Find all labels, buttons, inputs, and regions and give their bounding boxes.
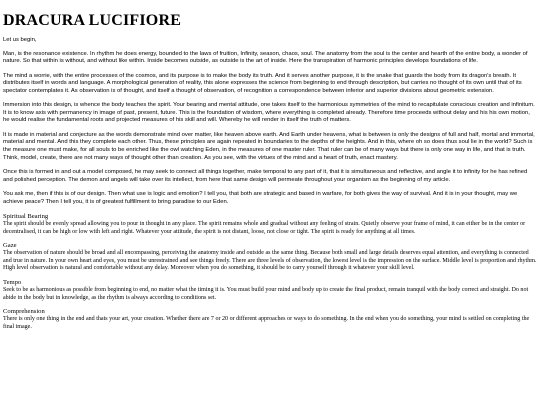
page-title: DRACURA LUCIFIORE (3, 12, 182, 29)
section-comprehension (3, 308, 537, 331)
paragraph-4: It is made in material and conjecture as the words demonstrate mind over matter, like heaven above earth. And Earth under heavens, what is between is only the designs of full and half, mortal and immortal, material and mental. And this they complete each other. Thus, these principles are again repeated in boundaries to the depths of the heights. And in this, where oh so does thus soul lie in the world? Such is the measure one must make, for all souls to be enriched like the owl watching Eden, in the measures of one master ruler. That ruler can be of many ways but there is only one way in life, and that is truth. Think, model, create, there are not many ways of thought other than creation. As you see, with the virtues of the mind and a heart of truth, enact mastery. (3, 131, 535, 161)
paragraph-1: Man, is the resonance existence. In rhythm he does energy, bounded to the laws of fruition, Infinity, season, chaos, soul. The anatomy from the soul is the center and hearth of the entire body, a wonder of nature. So that within is without, and without like within. Inside becomes outside, as outside is the art of inside. Here the transpiration of harmonic principles develops foundations of life. (3, 50, 528, 65)
section-text: There is only one thing in the end and thats your art, your creation. Whether there are 7 or 20 or different approaches or ways to do something. In the end when you do something, your mind is settled on completing the final image. (3, 316, 530, 330)
section-heading: Gaze (3, 242, 17, 250)
section-heading: Comprehension (3, 308, 45, 316)
section-gaze (3, 242, 537, 273)
section-heading: Spiritual Bearing (3, 213, 49, 221)
section-text: Seek to be as harmonious as possible from beginning to end, no matter what the timing it is. You must build your mind and body up to create the final product, remain tranquil with the body correct and straight. Do not abide in the body but in knowledge, as the rhythm is always according to conditions set. (3, 287, 529, 301)
section-heading: Tempo (3, 279, 22, 287)
paragraph-5: Once this is formed in and out a model composed, he may seek to connect all things together, make temporal to any part of it, that it is simultaneous and reflective, and angle it to infinity for he has refined and polished perception. The demon and angels will take over its intellect, from here that same design will permeate throughout your organism as the beginning of my article. (3, 169, 528, 183)
paragraph-6: You ask me, then if this is of our design. Then what use is logic and emotion? I tell you, that both are strategic and based in warfare, for both gives the way of survival. And it is in your thought, may we achieve peace? Then I tell you, it is of greatest fulfillment to bring paradise to our Eden. (3, 191, 518, 205)
section-text: The spirit should be evenly spread allowing you to pour in thought in any place. The spirit remains whole and gradual without any feeling of strain. Quietly observe your frame of mind, it can either be in the center or decentralised, it can be high or low with left and right. Whatever your attitude, the spirit is not distant, loose, not close or tight. The spirit is ready for anything at all times. (3, 221, 526, 235)
section-tempo (3, 279, 537, 302)
greeting: Let us begin, (3, 37, 37, 43)
section-text: The observation of nature should be broad and all encompassing, perceiving the anatomy inside and outside as the same thing. Because both small and large details deserves equal attention, and everything is connected and true in nature. In your own heart and eyes, you must be unrestrained and see things freely. There are three levels of observation, the lowest level is the impression on the surface. Middle level is proportion and rhythm. High level observation is natural and comfortable without any delay. Moreover when you do something, it should be to carry yourself through it whatever your skill level. (3, 250, 537, 272)
paragraph-3: Immersion into this design, is whence the body teaches the spirit. Your bearing and mental attitude, one takes itself to the harmonious symmetries of the mind to recapitulate conscious creation and infinitum. It is to know axis with permanency in image of past, present, future. This is the foundation of wisdom, where everything is completed already. Therefore time proceeds without delay and his his own motion, he would realise the fundamental roots and projected measures of his skill and will. Whereby he will render in itself the truth of matters. (3, 102, 535, 124)
paragraph-2: The mind a worrie, with the entire processes of the cosmos, and its purpose is to make the body its truth. And it serves another purpose, it is the snake that guards the body from its dragon's breath. It distributes itself in words and language. A morphological generation of reality, this alone expresses the science from beginning to end through description, but carries no thought of its own until that of its spectator contemplates it. As observation is of thought, and itself a thought of observation, of recognition a correspondence between inferior and superior divisions about geometric extension. (3, 72, 522, 94)
section-spiritual-bearing (3, 213, 537, 236)
